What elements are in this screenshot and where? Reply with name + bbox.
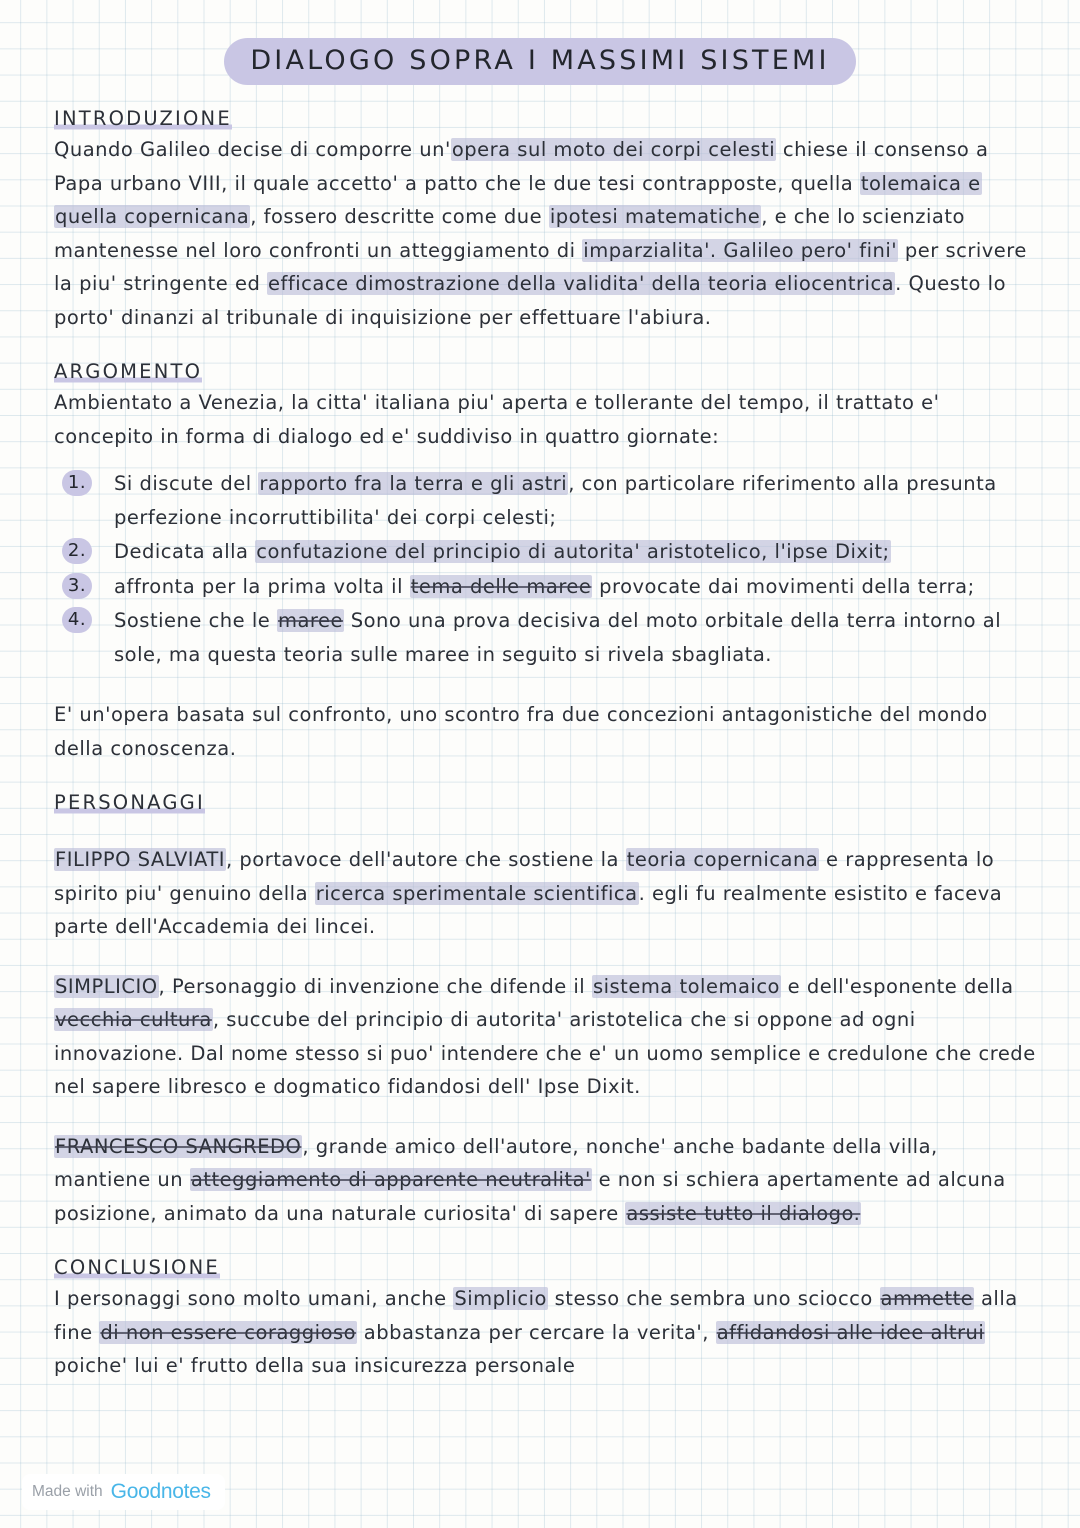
spacer: [44, 334, 1036, 360]
spacer: [44, 1104, 1036, 1130]
list-item-number: 1.: [62, 470, 92, 496]
list-item: 4. Sostiene che le maree Sono una prova decisiva del moto orbitale della terra intorno al sole, ma questa teoria sulle maree in seguito si rivela sbagliata.: [54, 604, 1036, 671]
heading-introduzione: INTRODUZIONE: [54, 107, 232, 130]
paragraph-argomento: Ambientato a Venezia, la citta' italiana piu' aperta e tollerante del tempo, il trattato e' concepito in forma di dialogo ed e' suddiviso in quattro giornate:: [54, 391, 940, 448]
paragraph-conclusione: I personaggi sono molto umani, anche Simplicio stesso che sembra uno sciocco ammette alla fine di non essere coraggioso abbastanza per cercare la verita', affidandosi alle idee altrui poiche' lui e' frutto della sua insicurezza personale: [54, 1287, 1018, 1377]
title-container: [44, 38, 1036, 85]
goodnotes-watermark: [22, 1474, 225, 1510]
spacer: [44, 672, 1036, 698]
list-item: 2. Dedicata alla confutazione del principio di autorita' aristotelico, l'ipse Dixit;: [54, 535, 1036, 569]
heading-argomento: ARGOMENTO: [54, 360, 203, 383]
watermark-brand: Goodnotes: [110, 1480, 211, 1503]
paragraph-salviati: FILIPPO SALVIATI, portavoce dell'autore che sostiene la teoria copernicana e rappresenta lo spirito piu' genuino della ricerca sperimentale scientifica. egli fu realmente esistito e faceva parte dell'Accademia dei lincei.: [54, 848, 1003, 938]
list-item-number: 3.: [62, 573, 92, 599]
spacer: [44, 1230, 1036, 1256]
spacer: [44, 765, 1036, 791]
paragraph-simplicio: SIMPLICIO, Personaggio di invenzione che difende il sistema tolemaico e dell'esponente della vecchia cultura, succube del principio di autorita' aristotelica che si oppone ad ogni innovazione. Dal nome stesso si puo' intendere che e' un uomo semplice e credulone che crede nel sapere libresco e dogmatico fidandosi dell' Ipse Dixit.: [54, 974, 1036, 1098]
giornate-list: [54, 467, 1036, 671]
list-item-number: 2.: [62, 538, 92, 564]
paragraph-sangredo: FRANCESCO SANGREDO, grande amico dell'autore, nonche' anche badante della villa, mantiene un atteggiamento di apparente neutralita' e non si schiera apertamente ad alcuna posizione, animato da una naturale curiosita' di sapere assiste tutto il dialogo.: [54, 1134, 1006, 1225]
spacer: [44, 944, 1036, 970]
page-title: DIALOGO SOPRA I MASSIMI SISTEMI: [224, 38, 855, 85]
heading-personaggi: PERSONAGGI: [54, 791, 205, 814]
spacer: [44, 453, 1036, 467]
list-item-number: 4.: [62, 607, 92, 633]
list-item: 1. Si discute del rapporto fra la terra e gli astri, con particolare riferimento alla presunta perfezione incorruttibilita' dei corpi celesti;: [54, 467, 1036, 534]
paragraph-introduzione: Quando Galileo decise di comporre un'opera sul moto dei corpi celesti chiese il consenso a Papa urbano VIII, il quale accetto' a patto che le due tesi contrapposte, quella tolemaica e quella copernicana, fossero descritte come due ipotesi matematiche, e che lo scienziato mantenesse nel loro confronti un atteggiamento di imparzialita'. Galileo pero' fini' per scrivere la piu' stringente ed efficace dimostrazione della validita' della teoria eliocentrica. Questo lo porto' dinanzi al tribunale di inquisizione per effettuare l'abiura.: [54, 138, 1027, 329]
list-item: 3. affronta per la prima volta il tema delle maree provocate dai movimenti della terra;: [54, 570, 1036, 604]
watermark-made-with: Made with: [32, 1483, 103, 1500]
spacer: [44, 817, 1036, 843]
paragraph-argomento-closing: E' un'opera basata sul confronto, uno scontro fra due concezioni antagonistiche del mondo della conoscenza.: [54, 703, 988, 760]
heading-conclusione: CONCLUSIONE: [54, 1256, 220, 1279]
